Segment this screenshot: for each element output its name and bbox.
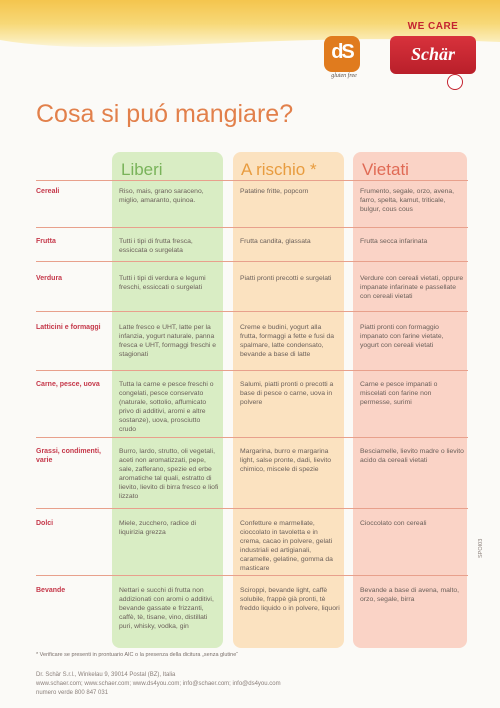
cell-rischio: Sciroppi, bevande light, caffè solubile, frappè già pronti, tè freddo liquido o in polvere, liquori <box>240 587 340 613</box>
contact-address: Dr. Schär S.r.l., Winkelau 9, 39014 Postal (BZ), Italia <box>36 672 176 678</box>
cell-liberi: Nettari e succhi di frutta non addizionati con aromi o additivi, bevande gassate e frizzanti, caffè, tè, tisane, vino, distillati puri, whisky, vodka, gin <box>119 587 214 631</box>
footnote: * Verificare se presenti in prontuario AIC o la presenza della dicitura „senza glutine“ <box>36 652 239 658</box>
cell-rischio: Frutta candita, glassata <box>240 238 311 245</box>
cell-rischio: Creme e budini, yogurt alla frutta, formaggi a fette e fusi da spalmare, latte condensato, bevande a base di latte <box>240 324 335 359</box>
category-cereali: Cereali <box>36 188 60 195</box>
contact-phone: numero verde 800 847 031 <box>36 690 109 696</box>
row-separator <box>36 180 468 181</box>
schar-logo-text: Schär <box>410 44 455 64</box>
category-grassi: Grassi, condimenti, varie <box>36 448 101 464</box>
column-header-liberi: Liberi <box>121 160 163 179</box>
ds-logo <box>324 36 360 72</box>
cell-liberi: Tutti i tipi di verdura e legumi freschi, essiccati o surgelati <box>119 275 206 292</box>
row-separator <box>36 508 468 509</box>
cell-liberi: Burro, lardo, strutto, oli vegetali, aceti non aromatizzati, pepe, sale, zafferano, spezie ed erbe aromatiche tal quali, estratto di lievito, lievito di birra fresco e liofi lizzato <box>119 448 219 501</box>
category-dolci: Dolci <box>36 520 54 527</box>
cell-liberi: Miele, zucchero, radice di liquirizia grezza <box>119 520 197 537</box>
we-care-label: WE CARE <box>407 21 459 32</box>
contact-web-email: www.schaer.com; www.schaer.com; www.ds4you.com; info@schaer.com; info@ds4you.com <box>36 681 281 687</box>
ds-logo-mark: dS <box>331 41 353 63</box>
cell-vietati: Cioccolato con cereali <box>360 520 427 527</box>
cell-vietati: Frutta secca infarinata <box>360 238 428 245</box>
cell-rischio: Confetture e marmellate, cioccolato in tavoletta e in crema, cacao in polvere, gelati industriali ed artigianali, caramelle, gelatine, gomma da masticare <box>240 520 333 573</box>
gluten-free-emblem-icon <box>447 74 463 90</box>
row-separator <box>36 575 468 576</box>
cell-liberi: Riso, mais, grano saraceno, miglio, amaranto, quinoa. <box>119 188 204 205</box>
cell-vietati: Besciamelle, lievito madre o lievito acido da cereali vietati <box>360 448 464 465</box>
ds-logo-caption: gluten free <box>331 73 357 79</box>
cell-vietati: Verdure con cereali vietati, oppure impanate infarinate e passellate con cereali vietati <box>360 275 464 301</box>
category-verdura: Verdura <box>36 275 63 282</box>
cell-rischio: Piatti pronti precotti e surgelati <box>240 275 332 282</box>
cell-vietati: Carne e pesce impanati o miscelati con farine non permesse, surimi <box>360 381 438 407</box>
category-frutta: Frutta <box>36 238 56 245</box>
row-separator <box>36 311 468 312</box>
cell-vietati: Bevande a base di avena, malto, orzo, segale, birra <box>360 587 459 604</box>
row-separator <box>36 261 468 262</box>
column-header-vietati: Vietati <box>362 160 409 179</box>
cell-liberi: Latte fresco e UHT, latte per la infanzia, yogurt naturale, panna fresca e UHT, formaggi freschi e stagionati <box>119 324 217 359</box>
category-carne-pesce-uova: Carne, pesce, uova <box>36 381 100 388</box>
page-title: Cosa si puó mangiare? <box>36 100 294 128</box>
cell-rischio: Margarina, burro e margarina light, salse pronte, dadi, lievito chimico, miscele di spezie <box>240 448 332 474</box>
cell-rischio: Salumi, piatti pronti o precotti a base di pesce o carne, uova in polvere <box>240 381 334 407</box>
cell-liberi: Tutta la carne e pesce freschi o congelati, pesce conservato (naturale, sottolio, affumicato privo di additivi, aromi e altre sostanze), uova, prosciutto crudo <box>119 381 214 434</box>
cell-vietati: Piatti pronti con formaggio impanato con farine vietate, yogurt con cereali vietati <box>360 324 444 350</box>
cell-rischio: Patatine fritte, popcorn <box>240 188 309 195</box>
cell-liberi: Tutti i tipi di frutta fresca, essiccata o surgelata <box>119 238 193 255</box>
column-header-rischio: A rischio * <box>241 160 317 179</box>
document-code: SPOI03 <box>478 538 484 558</box>
category-bevande: Bevande <box>36 587 66 594</box>
row-separator <box>36 370 468 371</box>
schar-logo <box>390 36 476 74</box>
cell-vietati: Frumento, segale, orzo, avena, farro, spelta, kamut, triticale, bulgur, cous cous <box>360 188 455 214</box>
category-latticini: Latticini e formaggi <box>36 324 101 331</box>
row-separator <box>36 227 468 228</box>
row-separator <box>36 437 468 438</box>
